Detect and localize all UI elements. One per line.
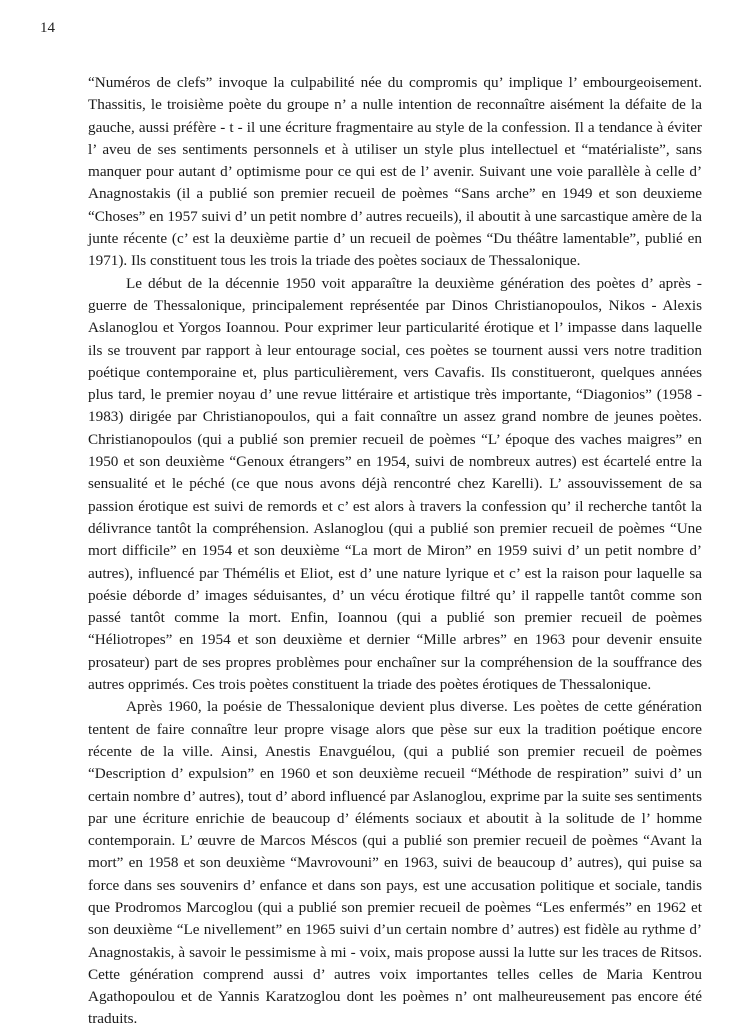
- page-number: 14: [40, 20, 55, 36]
- paragraph-1: “Numéros de clefs” invoque la culpabilité née du compromis qu’ implique l’ embourgeoisement. Thassitis, le troisième poète du groupe n’ a nulle intention de reconnaître aisément la défaite de la gauche, aussi préfère - t - il une écriture fragmentaire au style de la confession. Il a tendance à éviter l’ aveu de ses sentiments personnels et à utiliser un style plus intellectuel et “matérialiste”, sans manquer pour autant d’ optimisme pour ce qui est de l’ avenir. Suivant une voie parallèle à celle d’ Anagnostakis (il a publié son premier recueil de poèmes “Sans arche” en 1949 et son deuxieme “Choses” en 1957 suivi d’ un petit nombre d’ autres recueils), il aboutit à une sarcastique amère de la junte récente (c’ est la deuxième partie d’ un recueil de poèmes “Du théâtre lamentable”, publié en 1971). Ils constituent tous les trois la triade des poètes sociaux de Thessalonique.: [88, 74, 702, 270]
- paragraph-2: Le début de la décennie 1950 voit apparaître la deuxième génération des poètes d’ après - guerre de Thessalonique, principalement représentée par Dinos Christianopoulos, Nikos - Alexis Aslanoglou et Yorgos Ioannou. Pour exprimer leur particularité érotique et l’ impasse dans laquelle ils se trouvent par rapport à leur entourage social, ces poètes se tournent aussi vers notre tradition poétique contemporaine et, plus particulièrement, vers Cavafis. Ils constitueront, quelques années plus tard, le premier noyau d’ une revue littéraire et artistique très importante, “Diagonios” (1958 - 1983) dirigée par Christianopoulos, qui a fait connaître un assez grand nombre de jeunes poètes. Christianopoulos (qui a publié son premier recueil de poèmes “L’ époque des vaches maigres” en 1950 et son deuxième “Genoux étrangers” en 1954, suivi de nombreux autres) est écartelé entre la sensualité et le péché (ce que nous avons déjà rencontré chez Karelli). L’ assouvissement de sa passion érotique est suivi de remords et c’ est alors à travers la confession qu’ il recherche tantôt la délivrance tantôt la compréhension. Aslanoglou (qui a publié son premier recueil de poèmes “Une mort difficile” en 1954 et son deuxième “La mort de Miron” en 1959 suivi d’ un petit nombre d’ autres), influencé par Thémélis et Eliot, est d’ une nature lyrique et c’ est la raison pour laquelle sa poésie déborde d’ images séduisantes, d’ un vécu érotique filtré qu’ il rappelle tantôt comme son passé tantôt comme la mort. Enfin, Ioannou (qui a publié son premier recueil de poèmes “Héliotropes” en 1954 et son deuxième et dernier “Mille arbres” en 1963 pour devenir ensuite prosateur) part de ses propres problèmes pour enchaîner sur la compréhension de la souffrance des autres opprimés. Ces trois poètes constituent la triade des poètes érotiques de Thessalonique.: [88, 274, 702, 694]
- paragraph-3: Après 1960, la poésie de Thessalonique devient plus diverse. Les poètes de cette génération tentent de faire connaître leur propre visage alors que pèse sur eux la tradition poétique encore récente de la ville. Ainsi, Anestis Enavguélou, (qui a publié son premier recueil de poèmes “Description d’ expulsion” en 1960 et son deuxième recueil “Méthode de respiration” suivi d’ un certain nombre d’ autres), tout d’ abord influencé par Aslanoglou, exprime par la suite ses sentiments par une écriture enrichie de beaucoup d’ éléments sociaux et aboutit à la solitude de l’ homme contemporain. L’ œuvre de Marcos Méscos (qui a publié son premier recueil de poèmes “Avant la mort” en 1958 et son deuxième “Mavrovouni” en 1963, suivi de beaucoup d’ autres), qui puise sa force dans ses souvenirs d’ enfance et dans son pays, est une accusation politique et sociale, tandis que Prodromos Marcoglou (qui a publié son premier recueil de poèmes “Les enfermés” en 1962 et son deuxième “Le nivellement” en 1965 suivi d’un certain nombre d’ autres) est fidèle au rythme d’ Anagnostakis, à savoir le pessimisme à mi - voix, mais propose aussi la lutte sur les traces de Ritsos. Cette génération comprend aussi d’ autres voix importantes telles celles de Maria Kentrou Agathopoulou et de Yannis Karatzoglou dont les poèmes n’ ont malheureusement pas encore été traduits.: [88, 698, 702, 1028]
- body-text: [88, 72, 702, 1031]
